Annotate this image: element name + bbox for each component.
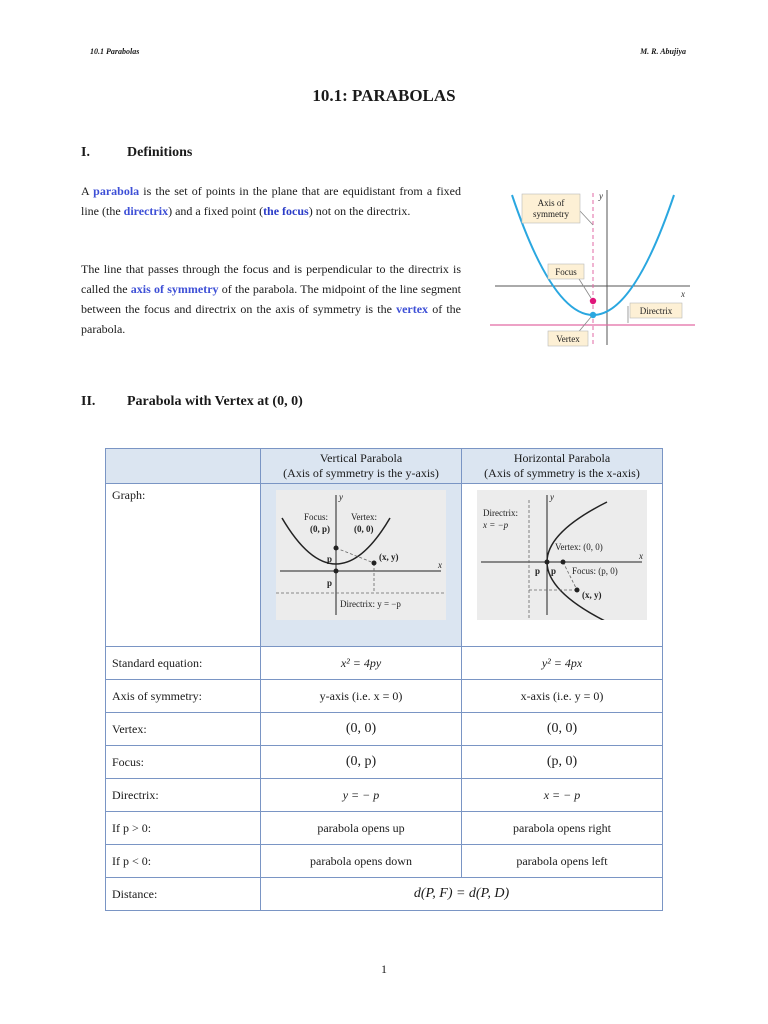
vertical-p-negative: parabola opens down: [261, 845, 462, 878]
vertical-parabola-graph: [276, 490, 446, 620]
vertical-p-positive: parabola opens up: [261, 812, 462, 845]
header-right: M. R. Abujiya: [640, 47, 686, 56]
p-positive-label: If p > 0:: [106, 812, 261, 845]
vgraph-vertex-label: Vertex:: [351, 512, 377, 522]
table-row-p-positive: [106, 812, 663, 845]
section-1-number: I.: [81, 145, 90, 160]
hgraph-p-left: p: [535, 566, 541, 576]
horizontal-graph-cell: [462, 484, 663, 647]
def1-text-1: A: [81, 184, 94, 198]
horizontal-parabola-title: Horizontal Parabola: [513, 451, 611, 465]
definition-parabola: [81, 181, 461, 221]
vgraph-y-label: y: [339, 492, 343, 502]
axis-of-symmetry-label: Axis of symmetry:: [106, 680, 261, 713]
table-row-vertex: [106, 713, 663, 746]
hgraph-point-label: (x, y): [582, 590, 602, 600]
keyword-vertex: vertex: [396, 302, 429, 316]
header-left: 10.1 Parabolas: [90, 47, 140, 56]
page-number: 1: [381, 962, 387, 976]
keyword-parabola: parabola: [93, 184, 140, 198]
vgraph-x-label: x: [438, 560, 442, 570]
fig-directrix-label: Directrix: [639, 306, 673, 316]
section-2-number: II.: [81, 394, 96, 409]
horizontal-p-negative: parabola opens left: [462, 845, 663, 878]
parabola-properties-table: [105, 448, 663, 911]
vgraph-vertex-coords: (0, 0): [354, 524, 374, 534]
vertical-directrix: y = − p: [261, 779, 462, 812]
def2-text-3: of the parabola.: [81, 302, 462, 336]
hgraph-focus-point: [561, 560, 566, 565]
vertex-label: Vertex:: [106, 713, 261, 746]
focus-label: Focus:: [106, 746, 261, 779]
vgraph-focus-label: Focus:: [304, 512, 329, 522]
table-header-row: [106, 449, 663, 484]
hgraph-y-label: y: [550, 492, 554, 502]
keyword-focus: the focus: [263, 204, 309, 218]
fig-focus-point: [590, 298, 596, 304]
hgraph-vertex-label: Vertex: (0, 0): [555, 542, 603, 552]
fig-y-label: y: [599, 191, 603, 201]
hgraph-directrix-eq: x = −p: [483, 520, 509, 530]
horizontal-parabola-subtitle: (Axis of symmetry is the x-axis): [484, 466, 640, 480]
keyword-directrix: directrix: [123, 204, 169, 218]
vertical-standard-equation: x² = 4py: [261, 647, 462, 680]
vertical-axis-of-symmetry: y-axis (i.e. x = 0): [261, 680, 462, 713]
horizontal-directrix: x = − p: [462, 779, 663, 812]
definition-axis-vertex: [81, 259, 461, 339]
hgraph-p-right: p: [551, 566, 557, 576]
vgraph-vertex-point: [334, 569, 339, 574]
table-row-graph: [106, 484, 663, 647]
def1-text-3: ) and a fixed point (: [168, 204, 264, 218]
horizontal-parabola-graph: [477, 490, 647, 620]
horizontal-axis-of-symmetry: x-axis (i.e. y = 0): [462, 680, 663, 713]
table-row-focus: [106, 746, 663, 779]
fig-focus-label: Focus: [555, 267, 577, 277]
vertical-graph-cell: [261, 484, 462, 647]
table-row-directrix: [106, 779, 663, 812]
horizontal-vertex: (0, 0): [462, 713, 663, 746]
vertical-parabola-title: Vertical Parabola: [319, 451, 403, 465]
vertical-parabola-subtitle: (Axis of symmetry is the y-axis): [283, 466, 439, 480]
graph-label: Graph:: [106, 484, 261, 647]
hgraph-vertex-point: [545, 560, 550, 565]
table-row-p-negative: [106, 845, 663, 878]
vgraph-focus-point: [334, 546, 339, 551]
fig-axis-leader: [580, 211, 593, 225]
horizontal-standard-equation: y² = 4px: [462, 647, 663, 680]
vertical-focus: (0, p): [261, 746, 462, 779]
table-row-axis-of-symmetry: [106, 680, 663, 713]
def1-text-2: is the set of points in the plane that are equidistant from a fixed line (the: [81, 184, 461, 218]
hgraph-directrix-label: Directrix:: [483, 508, 518, 518]
fig-vertex-label: Vertex: [556, 334, 580, 344]
standard-equation-label: Standard equation:: [106, 647, 261, 680]
table-header-horizontal: [462, 449, 663, 484]
horizontal-focus: (p, 0): [462, 746, 663, 779]
def2-text-1: The line that passes through the focus and is perpendicular to the directrix is called the: [81, 262, 461, 296]
vgraph-general-point: [372, 561, 377, 566]
fig-x-label: x: [681, 289, 685, 299]
table-row-standard-equation: [106, 647, 663, 680]
section-1-title: Definitions: [127, 145, 193, 160]
distance-label: Distance:: [106, 878, 261, 911]
distance-equation: d(P, F) = d(P, D): [261, 878, 663, 911]
vgraph-point-label: (x, y): [379, 552, 399, 562]
parabola-definition-figure: [490, 185, 695, 355]
section-2-title: Parabola with Vertex at (0, 0): [127, 394, 303, 409]
vgraph-focus-coords: (0, p): [310, 524, 330, 534]
horizontal-p-positive: parabola opens right: [462, 812, 663, 845]
table-header-vertical: [261, 449, 462, 484]
fig-axis-label-line2: symmetry: [533, 209, 569, 219]
page-title: 10.1: PARABOLAS: [312, 86, 456, 105]
section-1-heading: [81, 145, 192, 161]
p-negative-label: If p < 0:: [106, 845, 261, 878]
vgraph-p-upper: p: [327, 554, 333, 564]
vgraph-p-lower: p: [327, 578, 333, 588]
fig-axis-label-line1: Axis of: [537, 198, 565, 208]
hgraph-focus-label: Focus: (p, 0): [572, 566, 618, 576]
def2-text-2: of the parabola. The midpoint of the line segment between the focus and directrix on the axis of symmetry is the: [81, 282, 462, 316]
keyword-axis-of-symmetry: axis of symmetry: [130, 282, 219, 296]
section-2-heading: [81, 394, 303, 410]
vertical-vertex: (0, 0): [261, 713, 462, 746]
directrix-label: Directrix:: [106, 779, 261, 812]
hgraph-general-point: [575, 588, 580, 593]
def1-text-4: ) not on the directrix.: [308, 204, 411, 218]
table-row-distance: [106, 878, 663, 911]
hgraph-x-label: x: [639, 551, 643, 561]
vgraph-directrix-label: Directrix: y = −p: [340, 599, 401, 609]
table-header-empty: [106, 449, 261, 484]
